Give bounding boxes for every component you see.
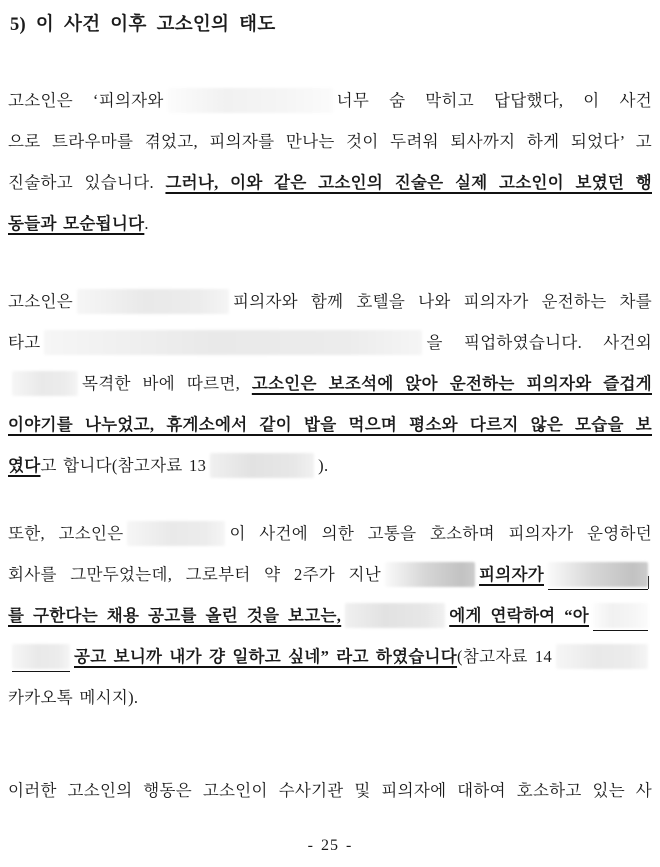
text-segment: 이러한 고소인의 행동은 고소인이 수사기관 및 피의자에 대하여 호소하고 있는 사: [8, 781, 652, 800]
redaction-box: [168, 88, 333, 113]
text-segment: 타고: [8, 333, 41, 352]
text-segment: 고소인은: [8, 292, 73, 311]
text-segment: 으로 트라우마를 겪었고, 피의자를 만나는 것이 두려워 퇴사까지 하게 되었다’ 고: [8, 132, 652, 151]
redaction-blur: [12, 644, 70, 669]
redaction-box: [593, 603, 648, 631]
text-line: [8, 404, 652, 445]
redaction-blur: [127, 521, 225, 546]
document-body: [8, 80, 652, 811]
text-segment: 을 픽업하였습니다. 사건외: [426, 333, 652, 352]
redaction-blur: [593, 603, 648, 628]
text-segment: 너무 숨 막히고 답답했다, 이 사건: [336, 91, 652, 110]
redaction-box: [12, 644, 70, 672]
redaction-blur: [44, 330, 422, 355]
text-line: [8, 513, 652, 554]
text-segment: 동들과 모순됩니다: [8, 214, 145, 233]
redaction-blur: [548, 562, 648, 587]
redaction-blur: [556, 644, 648, 669]
paragraph: [8, 770, 652, 811]
redaction-blur: [385, 562, 475, 587]
text-segment: 피의자가: [479, 565, 544, 584]
text-line: [8, 281, 652, 322]
redaction-blur: [345, 603, 445, 628]
text-segment: 이야기를 나누었고, 휴게소에서 같이 밥을 먹으며 평소와 다르지 않은 모습을 보: [8, 415, 652, 434]
redaction-box: [12, 371, 78, 396]
paragraph: [8, 513, 652, 718]
text-segment: 피의자와 함께 호텔을 나와 피의자가 운전하는 차를: [232, 292, 652, 311]
redaction-blur: [168, 88, 333, 113]
text-segment: 또한, 고소인은: [8, 524, 124, 543]
text-line: [8, 322, 652, 363]
text-segment: 였다: [8, 456, 41, 475]
text-line: [8, 162, 652, 203]
text-line: [8, 445, 652, 486]
redaction-box: [345, 603, 445, 628]
text-segment: 진술하고 있습니다.: [8, 173, 166, 192]
page-number: - 25 -: [307, 837, 353, 854]
text-segment: 고소인은 ‘피의자와: [8, 91, 164, 110]
text-segment: ).: [318, 456, 329, 475]
text-segment: 에게 연락하여 “아: [449, 606, 589, 625]
text-segment: 고소인은 보조석에 앉아 운전하는 피의자와 즐겁게: [251, 374, 652, 393]
text-line: [8, 121, 652, 162]
text-line: [8, 677, 652, 718]
text-line: [8, 80, 652, 121]
redaction-box: [385, 562, 475, 587]
text-line: [8, 595, 652, 636]
text-segment: 그러나, 이와 같은 고소인의 진술은 실제 고소인이 보였던 행: [165, 173, 652, 192]
text-line: [8, 636, 652, 677]
redaction-box: [127, 521, 225, 546]
redaction-box: [77, 289, 229, 314]
text-segment: 를 구한다는 채용 공고를 올린 것을 보고는,: [8, 606, 342, 625]
redaction-box: [44, 330, 422, 355]
redaction-box: [556, 644, 648, 669]
text-segment: (참고자료 14: [457, 647, 552, 666]
text-line: [8, 770, 652, 811]
paragraph: [8, 80, 652, 244]
redaction-blur: [12, 371, 78, 396]
paragraph: [8, 281, 652, 486]
redaction-box: [548, 562, 648, 590]
section-heading: 5) 이 사건 이후 고소인의 태도: [10, 15, 276, 35]
text-segment: 카카오톡 메시지).: [8, 688, 139, 707]
text-segment: 목격한 바에 따르면,: [82, 374, 252, 393]
text-segment: 이 사건에 의한 고통을 호소하며 피의자가 운영하던: [229, 524, 652, 543]
redaction-blur: [77, 289, 229, 314]
text-line: [8, 203, 652, 244]
redaction-blur: [210, 453, 314, 478]
text-line: [8, 363, 652, 404]
text-line: [8, 554, 652, 595]
redaction-box: [210, 453, 314, 478]
text-segment: 고 합니다(참고자료 13: [40, 456, 207, 475]
text-segment: .: [144, 214, 149, 233]
text-segment: 공고 보니까 내가 걍 일하고 싶네” 라고 하였습니다: [74, 647, 458, 666]
text-segment: 회사를 그만두었는데, 그로부터 약 2주가 지난: [8, 565, 382, 584]
